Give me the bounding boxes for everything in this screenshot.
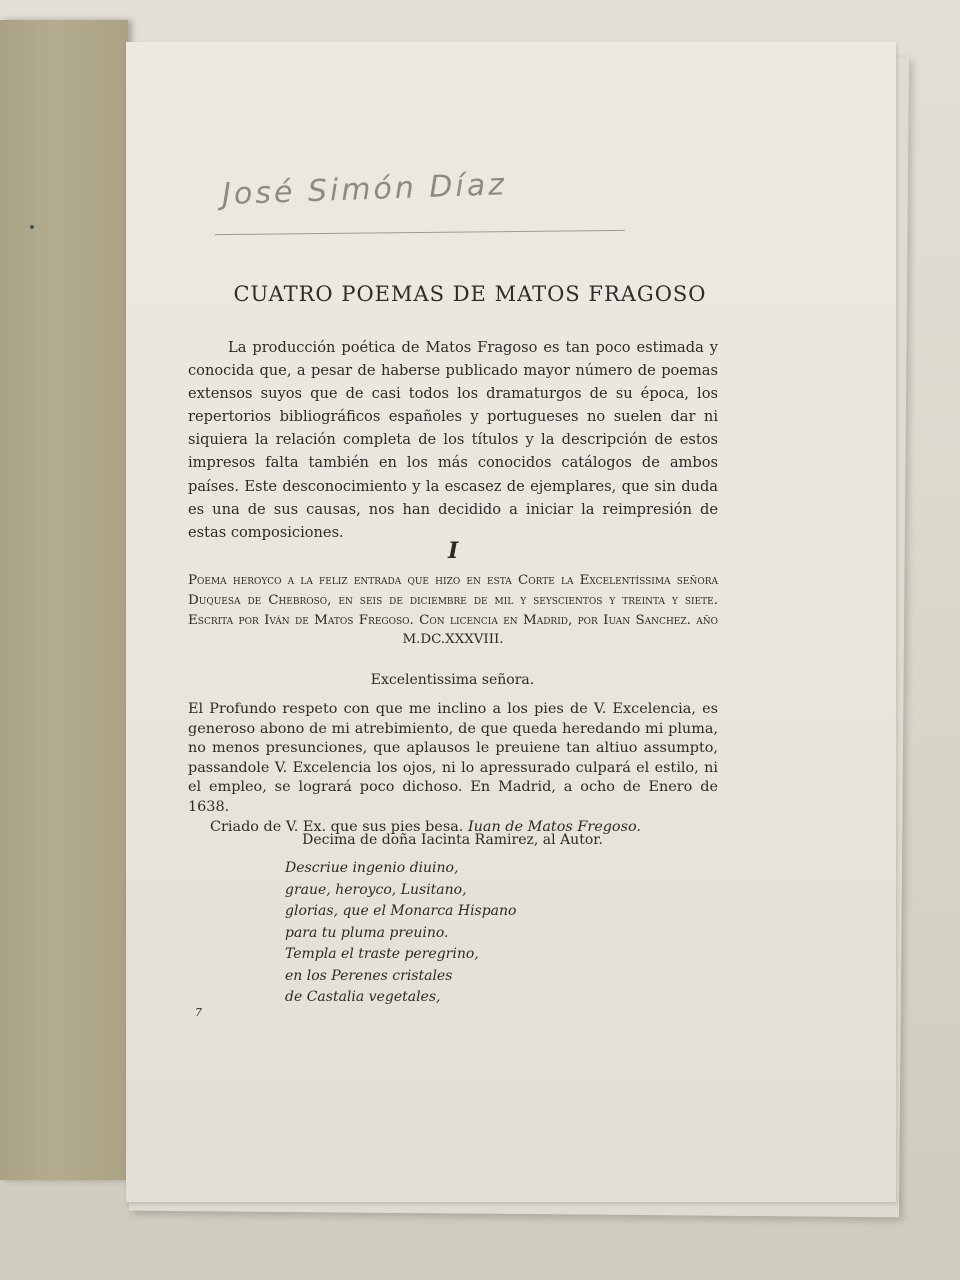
handwritten-signature: José Simón Díaz [221,167,508,213]
page-number: 7 [195,1006,202,1019]
document-title: CUATRO POEMAS DE MATOS FRAGOSO [233,282,707,306]
dedication-text: El Profundo respeto con que me inclino a los pies de V. Excelencia, es generoso abono de mi atrebimiento, de que queda heredando mi pluma, no menos presunciones, que aplausos le preuiene tan altiuo assumpto, passandole V. Excelencia los ojos, ni lo apressurado culpará el estilo, ni el empleo, se logrará poco dichoso. En Madrid, a ocho de Enero de 1638. [188,701,718,815]
verse-line: Templa el traste peregrino, [285,946,479,962]
salutation: Excelentissima señora. [370,672,535,688]
verse-line: de Castalia vegetales, [285,989,441,1005]
verse-block [285,858,605,1009]
signoff-author: Iuan de Matos Fregoso. [467,818,641,835]
section-numeral: I [448,538,459,564]
decima-heading: Decima de doña Iacinta Ramirez, al Autor. [302,832,603,848]
book-cover [0,20,128,1180]
intro-paragraph: La producción poética de Matos Fragoso es tan poco estimada y conocida que, a pesar de haberse publicado mayor número de poemas extensos suyos que de casi todos los dramaturgos de su época, los repertorios bibliográficos españoles y portugueses no suelen dar ni siquiera la relación completa de los títulos y la descripción de estos impresos falta también en los más conocidos catálogos de ambos países. Este desconocimiento y la escasez de ejemplares, que sin duda es una de sus causas, nos han decidido a iniciar la reimpresión de estas composiciones. [188,339,718,541]
verse-line: Descriue ingenio diuino, [285,860,459,876]
verse-line: para tu pluma preuino. [285,924,449,941]
dedication-letter [188,700,718,837]
verse-line: en los Perenes cristales [285,967,453,984]
verse-line: graue, heroyco, Lusitano, [285,881,467,898]
signoff-prefix: Criado de V. Ex. que sus pies besa. [210,818,464,835]
poem-heading: Poema heroyco a la feliz entrada que hizo en esta Corte la Excelentíssima señora Duquesa de Chebroso, en seis de diciembre de mil y seyscientos y treinta y siete. Escrita por Iván de Matos Fregoso. Con licencia en Madrid, por Iuan Sanchez. año M.DC.XXXVIII. [188,573,718,648]
cover-spot [30,225,34,229]
verse-line: glorias, que el Monarca Hispano [285,903,517,919]
